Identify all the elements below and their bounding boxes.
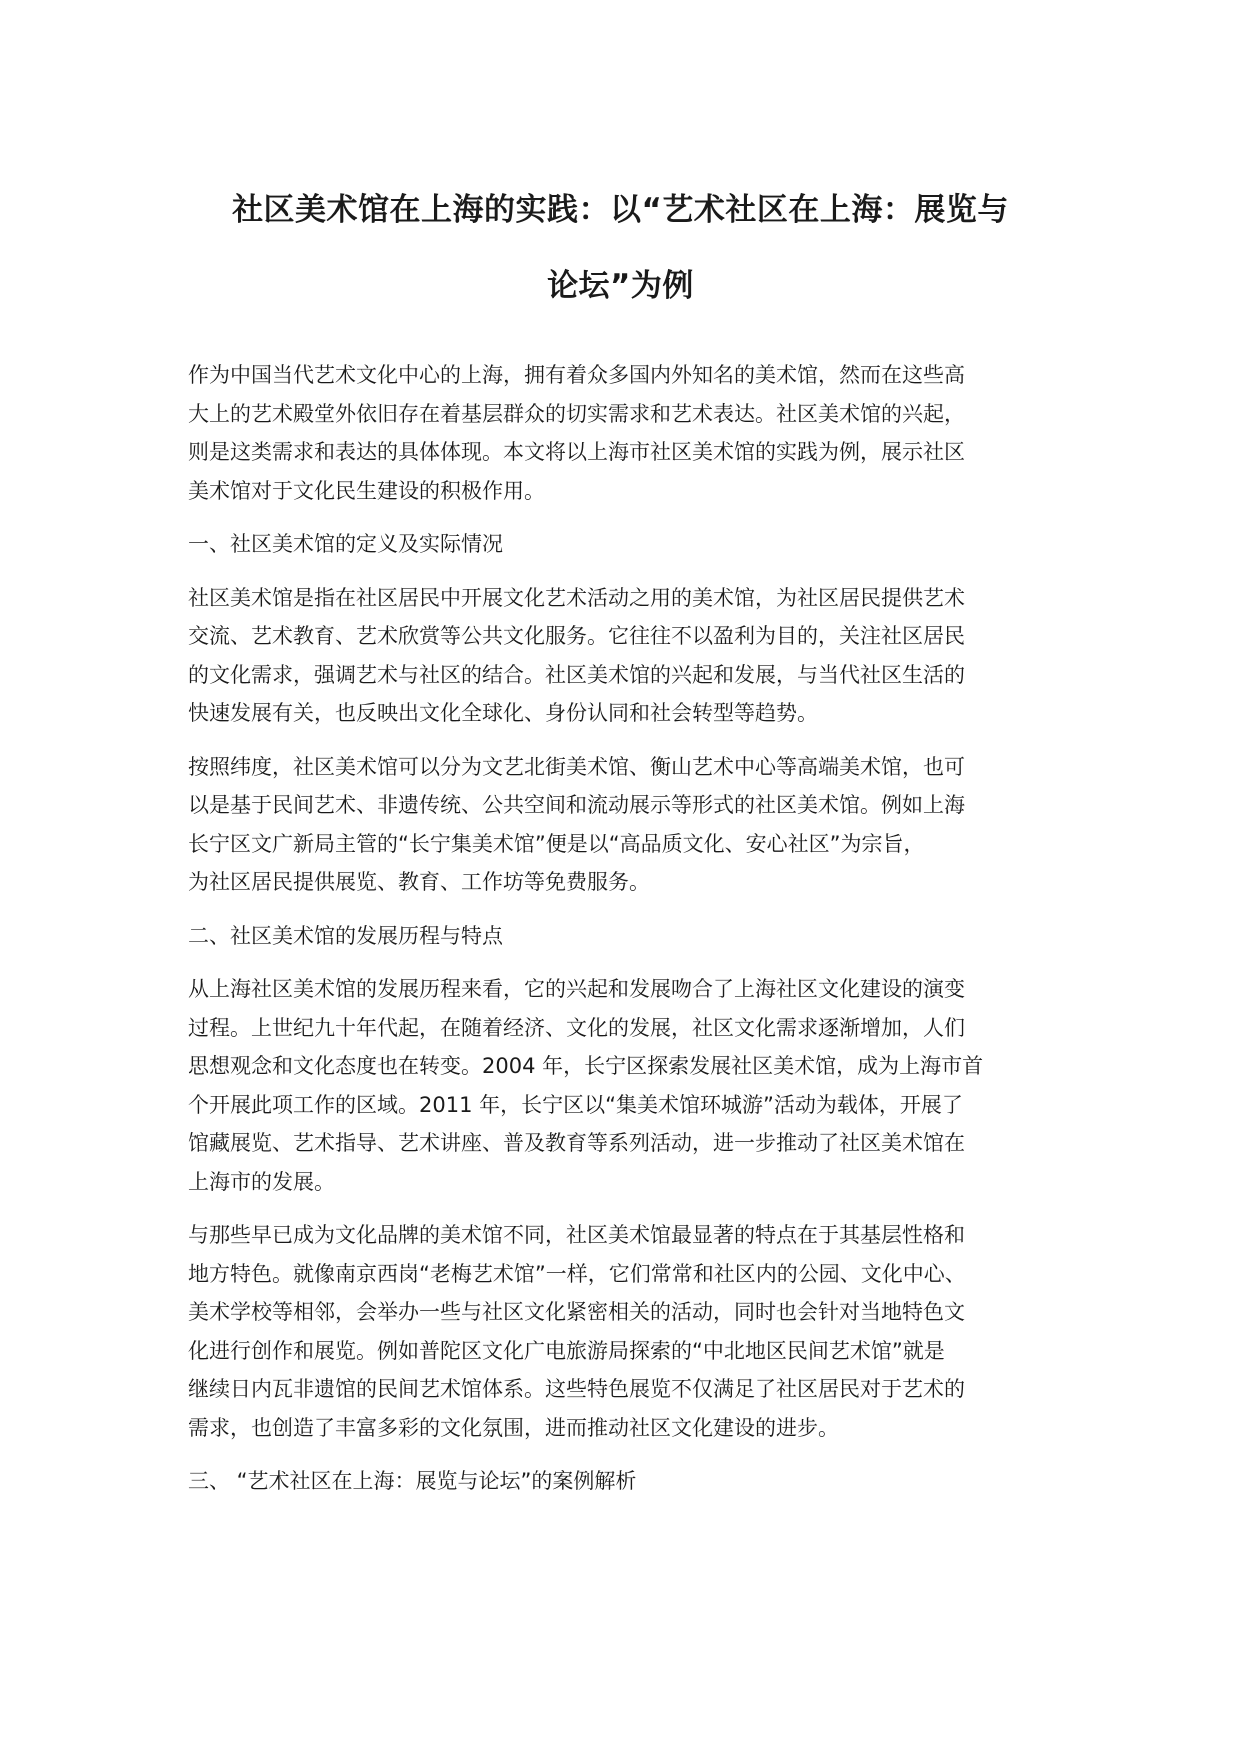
text-line: 化进行创作和展览。例如普陀区文化广电旅游局探索的“中北地区民间艺术馆”就是: [188, 1338, 945, 1363]
text-line: 以是基于民间艺术、非遗传统、公共空间和流动展示等形式的社区美术馆。例如上海: [188, 793, 965, 817]
text-line: 美术馆对于文化民生建设的积极作用。: [188, 478, 545, 503]
section-heading-2: 二、社区美术馆的发展历程与特点: [188, 923, 503, 948]
title-line: 社区美术馆在上海的实践：以“艺术社区在上海：展览与: [232, 192, 1009, 228]
text-line: 大上的艺术殿堂外依旧存在着基层群众的切实需求和艺术表达。社区美术馆的兴起，: [188, 401, 965, 426]
text-line: 作为中国当代艺术文化中心的上海，拥有着众多国内外知名的美术馆，然而在这些高: [188, 363, 965, 387]
body-paragraph: [188, 748, 1068, 902]
document-body: [188, 356, 1068, 1516]
section-heading-1: 一、社区美术馆的定义及实际情况: [188, 532, 503, 556]
text-line: 交流、艺术教育、艺术欣赏等公共文化服务。它往往不以盈利为目的，关注社区居民: [188, 624, 965, 648]
text-line: 上海市的发展。: [188, 1169, 335, 1194]
text-line: 思想观念和文化态度也在转变。2004 年，长宁区探索发展社区美术馆，成为上海市首: [188, 1054, 984, 1078]
body-paragraph: [188, 970, 1068, 1201]
text-line: 社区美术馆是指在社区居民中开展文化艺术活动之用的美术馆，为社区居民提供艺术: [188, 585, 965, 610]
text-line: 需求，也创造了丰富多彩的文化氛围，进而推动社区文化建设的进步。: [188, 1415, 839, 1440]
text-line: 按照纬度，社区美术馆可以分为文艺北街美术馆、衡山艺术中心等高端美术馆，也可: [188, 754, 965, 779]
text-line: 则是这类需求和表达的具体体现。本文将以上海市社区美术馆的实践为例，展示社区: [188, 440, 965, 464]
title-line: 论坛”为例: [547, 268, 694, 304]
section-heading-3: 三、 “艺术社区在上海：展览与论坛”的案例解析: [188, 1469, 637, 1493]
text-line: 馆藏展览、艺术指导、艺术讲座、普及教育等系列活动，进一步推动了社区美术馆在: [188, 1131, 965, 1155]
body-paragraph: [188, 579, 1068, 733]
text-line: 个开展此项工作的区域。2011 年，长宁区以“集美术馆环城游”活动为载体，开展了: [188, 1092, 963, 1117]
text-line: 长宁区文广新局主管的“长宁集美术馆”便是以“高品质文化、安心社区”为宗旨，: [188, 831, 925, 856]
body-paragraph: [188, 1216, 1068, 1447]
text-line: 过程。上世纪九十年代起，在随着经济、文化的发展，社区文化需求逐渐增加，人们: [188, 1015, 965, 1040]
text-line: 从上海社区美术馆的发展历程来看，它的兴起和发展吻合了上海社区文化建设的演变: [188, 977, 965, 1001]
text-line: 的文化需求，强调艺术与社区的结合。社区美术馆的兴起和发展，与当代社区生活的: [188, 662, 965, 687]
text-line: 继续日内瓦非遗馆的民间艺术馆体系。这些特色展览不仅满足了社区居民对于艺术的: [188, 1377, 965, 1401]
document-title: [150, 172, 1091, 324]
text-line: 地方特色。就像南京西岗“老梅艺术馆”一样，它们常常和社区内的公园、文化中心、: [188, 1261, 966, 1286]
text-line: 与那些早已成为文化品牌的美术馆不同，社区美术馆最显著的特点在于其基层性格和: [188, 1223, 965, 1247]
text-line: 美术学校等相邻，会举办一些与社区文化紧密相关的活动，同时也会针对当地特色文: [188, 1300, 965, 1324]
text-line: 为社区居民提供展览、教育、工作坊等免费服务。: [188, 870, 650, 894]
intro-paragraph: [188, 356, 1068, 510]
text-line: 快速发展有关，也反映出文化全球化、身份认同和社会转型等趋势。: [188, 701, 818, 725]
